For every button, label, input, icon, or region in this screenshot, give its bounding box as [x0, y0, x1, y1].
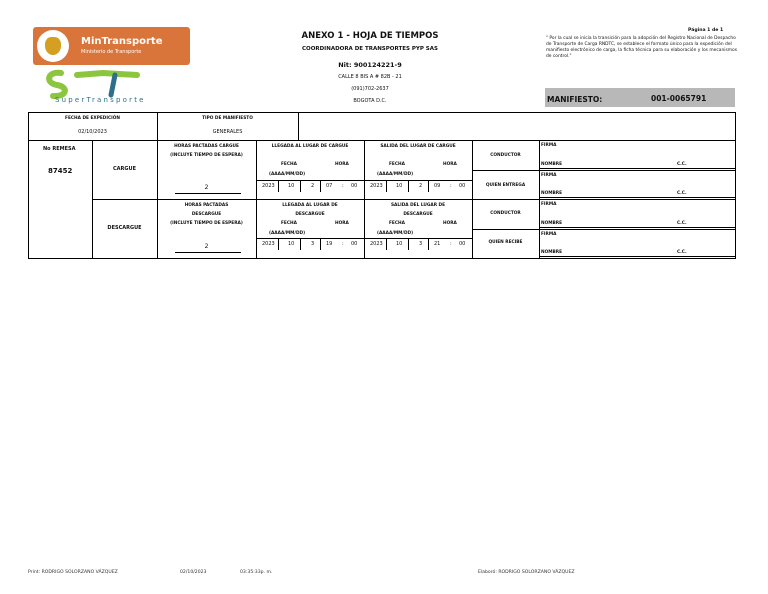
cargue-salida-year: 2023 — [370, 183, 383, 189]
descargue-quien-recibe-label: QUIEN RECIBE — [488, 240, 523, 245]
descargue-salida-hora: HORA — [443, 221, 457, 226]
company-name: COORDINADORA DE TRANSPORTES PYP SAS — [301, 46, 438, 52]
descargue-llegada-formato: (AAAA/MM/DD) — [269, 231, 306, 236]
descargue-salida-label-2: DESCARGUE — [403, 212, 433, 217]
descargue-label: DESCARGUE — [107, 225, 142, 231]
coat-of-arms-icon — [37, 30, 69, 62]
cargue-salida-hour: 09 — [434, 183, 441, 189]
mintransporte-logo — [33, 27, 190, 65]
descargue-llegada-label-2: DESCARGUE — [295, 212, 325, 217]
descargue-salida-label: SALIDA DEL LUGAR DE — [390, 203, 446, 208]
cc-label-2: C.C. — [677, 191, 687, 196]
cargue-llegada-month: 10 — [288, 183, 295, 189]
descargue-horas-label: HORAS PACTADAS — [184, 203, 229, 208]
resolution-note: " Por la cual se inicia la transición para la adopción del Registro Nacional de Despacho de Transporte de Carga RNDTC, se establece el formato único para la expedición del manifiesto electrónico de carga, la ficha técnica para su elaboración y los mecanismos de control." — [546, 36, 737, 59]
nombre-label-4: NOMBRE — [541, 250, 563, 255]
descargue-llegada-month: 10 — [288, 241, 295, 247]
descargue-salida-day: 3 — [419, 241, 423, 247]
descargue-salida-formato: (AAAA/MM/DD) — [377, 231, 414, 236]
footer-print: Print: RODRIGO SOLORZANO VÁZQUEZ — [28, 570, 118, 575]
nombre-label-1: NOMBRE — [541, 162, 563, 167]
footer-date: 02/10/2023 — [180, 570, 207, 575]
footer-elaboro: Elaboró: RODRIGO SOLORZANO VÁZQUEZ — [478, 570, 575, 575]
cargue-llegada-hour: 07 — [326, 183, 333, 189]
cargue-llegada-label: LLEGADA AL LUGAR DE CARGUE — [271, 144, 349, 149]
descargue-llegada-hora: HORA — [335, 221, 349, 226]
remesa-value: 87452 — [48, 167, 73, 175]
nombre-label-2: NOMBRE — [541, 191, 563, 196]
firma-label-3: FIRMA — [541, 202, 557, 207]
descargue-salida-hour: 21 — [434, 241, 441, 247]
company-phone: (091)702-2637 — [351, 86, 389, 92]
cc-label-3: C.C. — [677, 221, 687, 226]
cc-label-1: C.C. — [677, 162, 687, 167]
cargue-llegada-hora: HORA — [335, 162, 349, 167]
descargue-llegada-fecha: FECHA — [281, 221, 297, 226]
descargue-salida-month: 10 — [396, 241, 403, 247]
cc-label-4: C.C. — [677, 250, 687, 255]
cargue-llegada-year: 2023 — [262, 183, 275, 189]
cargue-llegada-sep: : — [342, 183, 344, 189]
descargue-horas-label-2: DESCARGUE — [191, 212, 222, 217]
firma-label-2: FIRMA — [541, 173, 557, 178]
descargue-llegada-hour: 19 — [326, 241, 333, 247]
company-address: CALLE 8 BIS A # 82B - 21 — [338, 74, 402, 80]
cargue-label: CARGUE — [113, 166, 136, 172]
descargue-conductor-label: CONDUCTOR — [490, 211, 521, 216]
cargue-salida-hora: HORA — [443, 162, 457, 167]
cargue-horas-value: 2 — [204, 184, 209, 191]
manifest-number: 001-0065791 — [651, 94, 707, 103]
firma-label-1: FIRMA — [541, 143, 557, 148]
ministry-subtitle: Ministerio de Transporte — [81, 49, 142, 55]
descargue-llegada-label: LLEGADA AL LUGAR DE — [282, 203, 338, 208]
cargue-salida-label: SALIDA DEL LUGAR DE CARGUE — [380, 144, 456, 149]
supertransporte-word: SuperTransporte — [55, 96, 146, 104]
company-nit: Nit: 900124221-9 — [338, 61, 402, 69]
descargue-llegada-sep: : — [342, 241, 344, 247]
cargue-salida-month: 10 — [396, 183, 403, 189]
descargue-horas-note: (INCLUYE TIEMPO DE ESPERA) — [170, 221, 243, 226]
company-city: BOGOTA D.C. — [353, 98, 387, 104]
manifest-label: MANIFIESTO: — [547, 95, 603, 104]
descargue-llegada-day: 3 — [311, 241, 315, 247]
remesa-label: No REMESA — [43, 146, 76, 152]
descargue-salida-min: 00 — [459, 241, 466, 247]
cargue-salida-sep: : — [450, 183, 452, 189]
descargue-salida-year: 2023 — [370, 241, 383, 247]
descargue-horas-value: 2 — [204, 243, 209, 250]
descargue-salida-sep: : — [450, 241, 452, 247]
cargue-salida-day: 2 — [419, 183, 423, 189]
cargue-salida-fecha: FECHA — [389, 162, 405, 167]
ministry-name: MinTransporte — [81, 36, 163, 47]
descargue-llegada-min: 00 — [351, 241, 358, 247]
cargue-llegada-formato: (AAAA/MM/DD) — [269, 172, 306, 177]
tipo-manifiesto-label: TIPO DE MANIFIESTO — [202, 116, 253, 121]
fecha-expedicion-value: 02/10/2023 — [78, 129, 107, 135]
page-number: Página 1 de 1 — [688, 28, 724, 33]
firma-label-4: FIRMA — [541, 232, 557, 237]
cargue-llegada-min: 00 — [351, 183, 358, 189]
cargue-horas-note: (INCLUYE TIEMPO DE ESPERA) — [170, 153, 243, 158]
cargue-salida-formato: (AAAA/MM/DD) — [377, 172, 414, 177]
cargue-quien-entrega-label: QUIEN ENTREGA — [485, 183, 526, 188]
document-title: ANEXO 1 - HOJA DE TIEMPOS — [301, 31, 439, 41]
cargue-llegada-fecha: FECHA — [281, 162, 297, 167]
descargue-llegada-year: 2023 — [262, 241, 275, 247]
tipo-manifiesto-value: GENERALES — [212, 129, 243, 135]
cargue-conductor-label: CONDUCTOR — [490, 153, 521, 158]
cargue-horas-label: HORAS PACTADAS CARGUE — [174, 144, 239, 149]
cargue-salida-min: 00 — [459, 183, 466, 189]
fecha-expedicion-label: FECHA DE EXPEDICIÓN — [65, 116, 120, 121]
cargue-llegada-day: 2 — [311, 183, 315, 189]
footer-time: 03:35:33p. m. — [240, 570, 273, 575]
nombre-label-3: NOMBRE — [541, 221, 563, 226]
descargue-salida-fecha: FECHA — [389, 221, 405, 226]
